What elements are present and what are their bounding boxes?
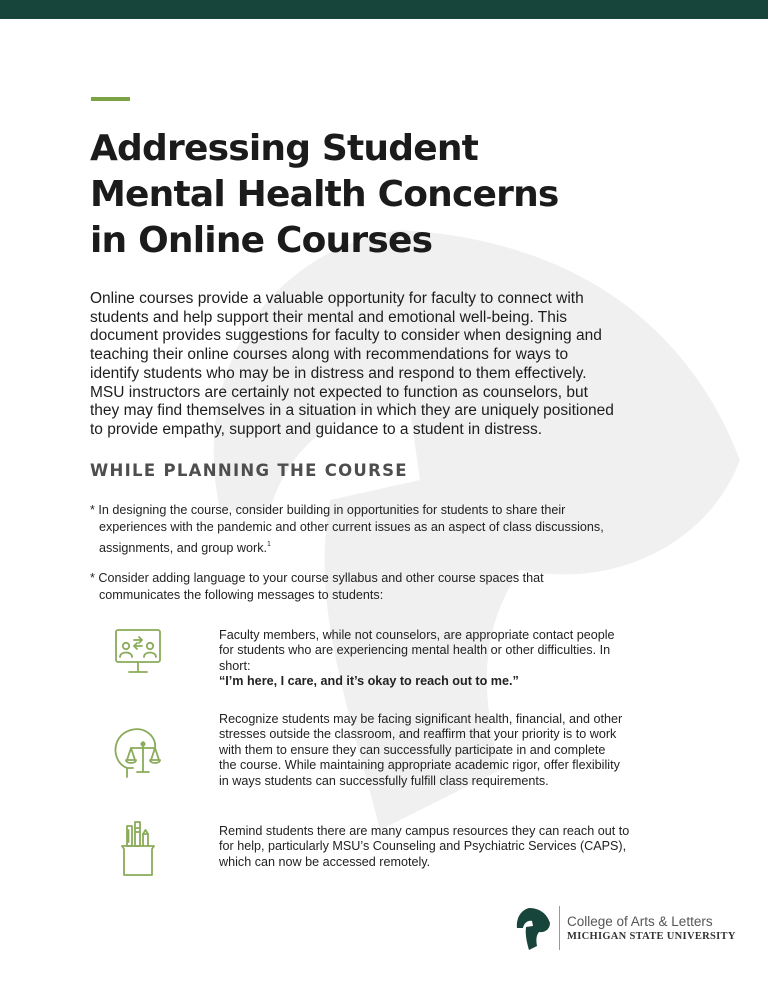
item-line: for help, particularly MSU’s Counseling and Psychiatric Services (CAPS), — [219, 839, 627, 854]
title-line: Mental Health Concerns — [90, 174, 559, 215]
message-item — [219, 824, 689, 870]
accent-rule — [91, 97, 130, 101]
online-meeting-icon — [107, 622, 169, 684]
college-name: College of Arts & Letters — [567, 914, 713, 929]
item-line: Remind students there are many campus resources they can reach out to — [219, 824, 630, 838]
university-name: MICHIGAN STATE UNIVERSITY — [567, 931, 736, 942]
title-line: in Online Courses — [90, 220, 433, 261]
footnote-marker: 1 — [267, 541, 271, 548]
intro-line: document provides suggestions for faculty to consider when designing and — [90, 327, 602, 345]
item-line: for students who are experiencing mental health or other difficulties. In — [219, 643, 611, 658]
intro-line: they may find themselves in a situation in which they are uniquely positioned — [90, 402, 614, 420]
key-message: “I’m here, I care, and it’s okay to reach out to me.” — [219, 674, 519, 689]
head-scales-icon — [107, 722, 169, 784]
message-item — [219, 712, 689, 789]
bullet-item — [90, 502, 690, 557]
pencil-cup-icon — [107, 818, 169, 880]
item-line: Faculty members, while not counselors, are appropriate contact people — [219, 628, 615, 642]
message-item — [219, 628, 689, 690]
item-line: stresses outside the classroom, and reaffirm that your priority is to work — [219, 727, 617, 742]
item-line: with them to ensure they can successfully participate in and complete — [219, 742, 606, 757]
item-line-prefix: short: — [219, 658, 251, 673]
bullet-item — [90, 570, 690, 604]
item-line: which can now be accessed remotely. — [219, 854, 431, 869]
top-bar — [0, 0, 768, 19]
item-line: Recognize students may be facing significant health, financial, and other — [219, 712, 623, 726]
intro-line: students and help support their mental and emotional well-being. This — [90, 308, 568, 326]
item-line: in ways students can successfully fulfill class requirements. — [219, 773, 549, 788]
bullet-line: communicates the following messages to students: — [99, 588, 384, 602]
spartan-helmet-icon — [515, 906, 551, 952]
intro-line: MSU instructors are certainly not expected to function as counselors, but — [90, 383, 588, 401]
bullet-line: * Consider adding language to your course syllabus and other course spaces that — [90, 571, 544, 585]
intro-line: identify students who may be in distress and respond to them effectively. — [90, 364, 587, 382]
title-line: Addressing Student — [90, 128, 479, 169]
document-title — [90, 126, 690, 264]
intro-line: Online courses provide a valuable opportunity for faculty to connect with — [90, 290, 584, 307]
intro-line: to provide empathy, support and guidance to a student in distress. — [90, 420, 543, 438]
intro-paragraph — [90, 290, 690, 440]
bullet-line-text: assignments, and group work. — [99, 541, 268, 555]
footer-divider — [559, 906, 560, 950]
section-heading: WHILE PLANNING THE COURSE — [90, 461, 408, 480]
item-line: the course. While maintaining appropriate academic rigor, offer flexibility — [219, 758, 620, 773]
bullet-line: experiences with the pandemic and other current issues as an aspect of class discussions, — [99, 520, 604, 534]
bullet-line: * In designing the course, consider building in opportunities for students to share their — [90, 503, 566, 517]
bullet-line — [90, 536, 690, 557]
item-line — [219, 659, 689, 690]
intro-line: teaching their online courses along with recommendations for ways to — [90, 346, 569, 364]
